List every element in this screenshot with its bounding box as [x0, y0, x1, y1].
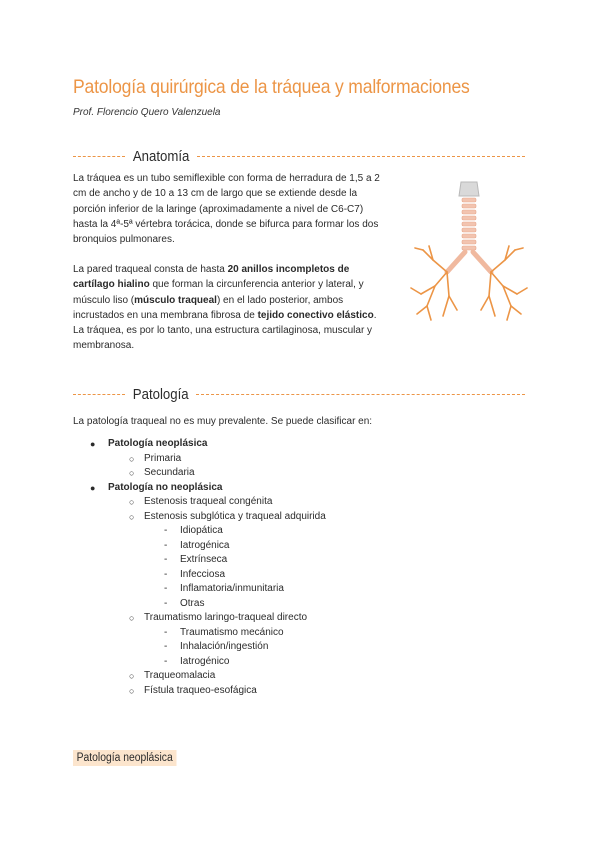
- outline-item-text: Secundaria: [144, 467, 195, 478]
- p2-bold-tejido: tejido conectivo elástico: [257, 309, 374, 321]
- p2-bold-anillos: 20 anillos incompletos de cartílago hialino: [73, 264, 350, 291]
- p2-text-4: . La tráquea, es por lo tanto, una estructura cartilaginosa, muscular y membranosa.: [73, 309, 377, 352]
- trachea-bronchi-illustration-icon: [403, 176, 535, 336]
- outline-item-level-3: [73, 568, 513, 583]
- outline-item-level-3: [73, 626, 513, 641]
- dashed-divider-right: [197, 156, 525, 157]
- classification-outline: [73, 437, 513, 698]
- section-title-anatomia: Anatomía: [132, 147, 190, 165]
- p2-text-2: que forman la circunferencia anterior y lateral, y músculo liso (: [73, 279, 364, 306]
- outline-item-text: Traqueomalacia: [144, 670, 216, 681]
- outline-item-text: Idiopática: [180, 525, 223, 536]
- anatomia-paragraph-1: La tráquea es un tubo semiflexible con forma de herradura de 1,5 a 2 cm de ancho y de 10 a 13 cm de largo que se extiende desde la porción inferior de la laringe (aproximadamente a nivel de C6-C7) hasta la 4ª-5ª vértebra torácica, donde se bifurca para formar los dos bronquios pulmonares.: [73, 173, 380, 246]
- bullet-marker: -: [164, 568, 168, 580]
- outline-item-level-2: [73, 495, 513, 510]
- dashed-divider-left: [73, 394, 125, 395]
- outline-item-level-3: [73, 582, 513, 597]
- bullet-marker: ○: [129, 613, 135, 623]
- bullet-marker: -: [164, 583, 168, 594]
- bullet-marker: ○: [129, 685, 135, 696]
- bullet-marker: ○: [129, 671, 135, 681]
- bullet-marker: -: [164, 641, 168, 652]
- subsection-heading-neoplasica: Patología neoplásica: [73, 750, 176, 766]
- bullet-marker: -: [164, 554, 168, 565]
- section-header-patologia: [73, 384, 525, 404]
- bullet-marker: -: [164, 655, 168, 667]
- bullet-marker: ○: [129, 453, 135, 464]
- bullet-marker: -: [164, 539, 168, 551]
- patologia-intro: La patología traqueal no es muy prevalente. Se puede clasificar en:: [73, 416, 373, 427]
- outline-item-level-2: [73, 669, 513, 684]
- outline-item-level-2: [73, 466, 513, 481]
- outline-item-text: Infecciosa: [180, 568, 226, 580]
- outline-item-text: Patología neoplásica: [108, 438, 208, 449]
- anatomia-paragraph-2: [73, 262, 388, 354]
- bullet-marker: -: [164, 626, 168, 638]
- outline-item-level-3: [73, 524, 513, 539]
- outline-item-text: Inflamatoria/inmunitaria: [180, 583, 284, 594]
- outline-item-level-3: [73, 655, 513, 670]
- outline-item-level-1: [73, 481, 513, 496]
- bullet-marker: ●: [90, 439, 96, 449]
- author-name: Prof. Florencio Quero Valenzuela: [73, 107, 221, 118]
- document-title: Patología quirúrgica de la tráquea y malformaciones: [73, 76, 470, 98]
- bullet-marker: ●: [90, 482, 96, 493]
- section-header-anatomia: [73, 146, 525, 166]
- outline-item-text: Iatrogénica: [180, 539, 230, 551]
- outline-item-level-2: [73, 510, 513, 525]
- outline-item-level-3: [73, 553, 513, 568]
- outline-item-text: Traumatismo laringo-traqueal directo: [144, 612, 308, 623]
- p2-text-3: ) en el lado posterior, ambos incrustados en una membrana fibrosa de: [73, 294, 344, 321]
- outline-item-text: Estenosis subglótica y traqueal adquirida: [144, 510, 326, 522]
- dashed-divider-left: [73, 156, 125, 157]
- bullet-marker: ○: [129, 497, 135, 507]
- bullet-marker: -: [164, 525, 168, 536]
- outline-item-text: Primaria: [144, 452, 182, 464]
- bullet-marker: ○: [129, 511, 135, 522]
- outline-item-text: Extrínseca: [180, 554, 228, 565]
- bullet-marker: ○: [129, 468, 135, 478]
- outline-item-text: Fístula traqueo-esofágica: [144, 684, 257, 696]
- outline-item-text: Patología no neoplásica: [108, 481, 223, 493]
- outline-item-level-3: [73, 539, 513, 554]
- dashed-divider-right: [196, 394, 525, 395]
- outline-item-level-2: [73, 452, 513, 467]
- outline-item-text: Traumatismo mecánico: [180, 626, 284, 638]
- outline-item-level-2: [73, 611, 513, 626]
- outline-item-level-3: [73, 640, 513, 655]
- outline-item-level-2: [73, 684, 513, 699]
- outline-item-level-1: [73, 437, 513, 452]
- p2-bold-musculo: músculo traqueal: [134, 294, 217, 306]
- outline-item-text: Inhalación/ingestión: [180, 641, 269, 652]
- outline-item-level-3: [73, 597, 513, 612]
- section-title-patologia: Patología: [132, 385, 189, 403]
- p2-text-1: La pared traqueal consta de hasta: [73, 264, 228, 275]
- outline-item-text: Iatrogénico: [180, 655, 230, 667]
- outline-item-text: Estenosis traqueal congénita: [144, 496, 273, 507]
- bullet-marker: -: [164, 597, 168, 609]
- outline-item-text: Otras: [180, 597, 205, 609]
